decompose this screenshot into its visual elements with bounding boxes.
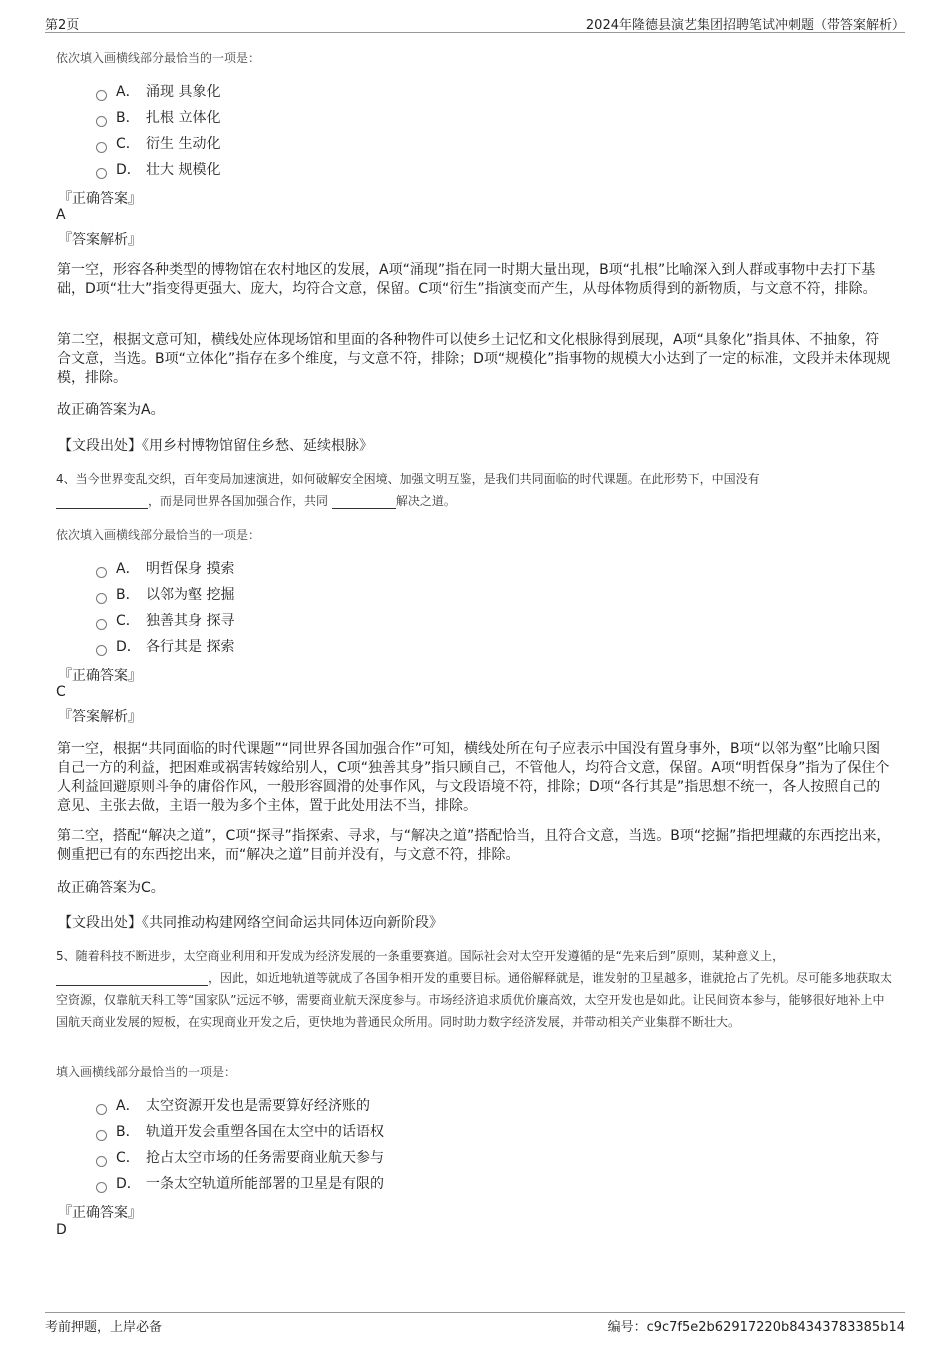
q3-analysis-p2: 第二空，根据文意可知，横线处应体现场馆和里面的各种物件可以使乡土记忆和文化根脉得到展现，A项“具象化”指具体、不抽象，符合文意，当选。B项“立体化”指存在多个维度，与文意不符，排除；D项“规模化”指事物的规模大小达到了一定的标准，文段并未体现规模，排除。 [57,332,891,386]
q4-option-a[interactable]: A． 明哲保身 摸索 [96,559,234,579]
q5-correct-label: 『正确答案』 [58,1205,142,1221]
document-code: 编号：c9c7f5e2b62917220b84343783385b14 [607,1320,905,1335]
q4-option-c[interactable]: C． 独善其身 探寻 [96,611,234,631]
q4-analysis-p2: 第二空，搭配“解决之道”，C项“探寻”指探索、寻求，与“解决之道”搭配恰当，且符合文意，当选。B项“挖掘”指把埋藏的东西挖出来，侧重把已有的东西挖出来，而“解决之道”目前并没有，与文意不符，排除。 [57,828,891,863]
q5-option-a[interactable]: A． 太空资源开发也是需要算好经济账的 [96,1096,370,1116]
q3-analysis-p3: 故正确答案为A。 [57,402,165,418]
q3-option-d[interactable]: D． 壮大 规模化 [96,160,220,180]
radio-icon[interactable] [96,567,107,578]
q3-option-a[interactable]: A． 涌现 具象化 [96,82,220,102]
q4-text: 4、当今世界变乱交织，百年变局加速演进，如何破解安全困境、加强文明互鉴，是我们共同面临的时代课题。在此形势下，中国没有 ，而是同世界各国加强合作，共同 解决之道。 [56,472,760,508]
q5-option-d[interactable]: D． 一条太空轨道所能部署的卫星是有限的 [96,1174,384,1194]
q3-analysis-p1: 第一空，形容各种类型的博物馆在农村地区的发展，A项“涌现”指在同一时期大量出现，B项“扎根”比喻深入到人群或事物中去打下基础，D项“壮大”指变得更强大、庞大，均符合文意，保留。C项“衍生”指演变而产生，从母体物质得到的新物质，与文意不符，排除。 [57,262,877,297]
radio-icon[interactable] [96,168,107,179]
q5-instruction: 填入画横线部分最恰当的一项是： [56,1065,237,1079]
q5-text: 5、随着科技不断进步，太空商业利用和开发成为经济发展的一条重要赛道。国际社会对太空开发遵循的是“先来后到”原则，某种意义上， ，因此，如近地轨道等就成了各国争相开发的重要目标。通俗解释就是，谁发射的卫星越多，谁就抢占了先机。尽可能多地获取太空资源，仅靠航天科工等“国家队”远远不够，需要商业航天深度参与。市场经济追求质优价廉高效，太空开发也是如此。让民间资本参与，能够很好地补上中国航天商业发展的短板，在实现商业开发之后，更快地为普通民众所用。同时助力数字经济发展，并带动相关产业集群不断壮大。 [56,949,893,1029]
q4-analysis-p3: 故正确答案为C。 [57,880,165,896]
q5-blank [56,972,208,986]
q4-instruction: 依次填入画横线部分最恰当的一项是： [56,528,261,542]
q4-source: 【文段出处】《共同推动构建网络空间命运共同体迈向新阶段》 [58,915,443,931]
page-header [45,12,905,33]
q3-source: 【文段出处】《用乡村博物馆留住乡愁、延续根脉》 [58,438,373,454]
q5-answer: D [56,1222,67,1238]
radio-icon[interactable] [96,619,107,630]
q4-correct-label: 『正确答案』 [58,668,142,684]
q3-correct-label: 『正确答案』 [58,191,142,207]
radio-icon[interactable] [96,1156,107,1167]
radio-icon[interactable] [96,1104,107,1115]
radio-icon[interactable] [96,645,107,656]
q4-blank-1 [56,495,148,509]
q4-answer: C [56,684,66,700]
radio-icon[interactable] [96,90,107,101]
document-title: 2024年隆德县演艺集团招聘笔试冲刺题（带答案解析） [585,18,905,33]
q5-option-b[interactable]: B． 轨道开发会重塑各国在太空中的话语权 [96,1122,384,1142]
q5-option-c[interactable]: C． 抢占太空市场的任务需要商业航天参与 [96,1148,384,1168]
q3-answer: A [56,207,66,223]
q4-blank-2 [332,495,396,509]
radio-icon[interactable] [96,1130,107,1141]
radio-icon[interactable] [96,1182,107,1193]
q4-option-d[interactable]: D． 各行其是 探索 [96,637,234,657]
q4-option-b[interactable]: B． 以邻为壑 挖掘 [96,585,234,605]
page-footer [45,1312,905,1335]
q3-option-b[interactable]: B． 扎根 立体化 [96,108,220,128]
q3-instruction: 依次填入画横线部分最恰当的一项是： [56,51,261,65]
q4-analysis-p1: 第一空，根据“共同面临的时代课题”“同世界各国加强合作”可知，横线处所在句子应表示中国没有置身事外，B项“以邻为壑”比喻只图自己一方的利益，把困难或祸害转嫁给别人，C项“独善其身”指只顾自己，不管他人，均符合文意，保留。A项“明哲保身”指为了保住个人利益回避原则斗争的庸俗作风，一般形容圆滑的处事作风，与文段语境不符，排除；D项“各行其是”指思想不统一，各人按照自己的意见、主张去做，主语一般为多个主体，置于此处用法不当，排除。 [57,741,890,814]
radio-icon[interactable] [96,593,107,604]
footer-slogan: 考前押题，上岸必备 [45,1320,163,1335]
q3-option-c[interactable]: C． 衍生 生动化 [96,134,220,154]
q3-analysis-label: 『答案解析』 [58,232,142,248]
radio-icon[interactable] [96,142,107,153]
radio-icon[interactable] [96,116,107,127]
q4-analysis-label: 『答案解析』 [58,709,142,725]
page-number: 第2页 [45,18,80,33]
